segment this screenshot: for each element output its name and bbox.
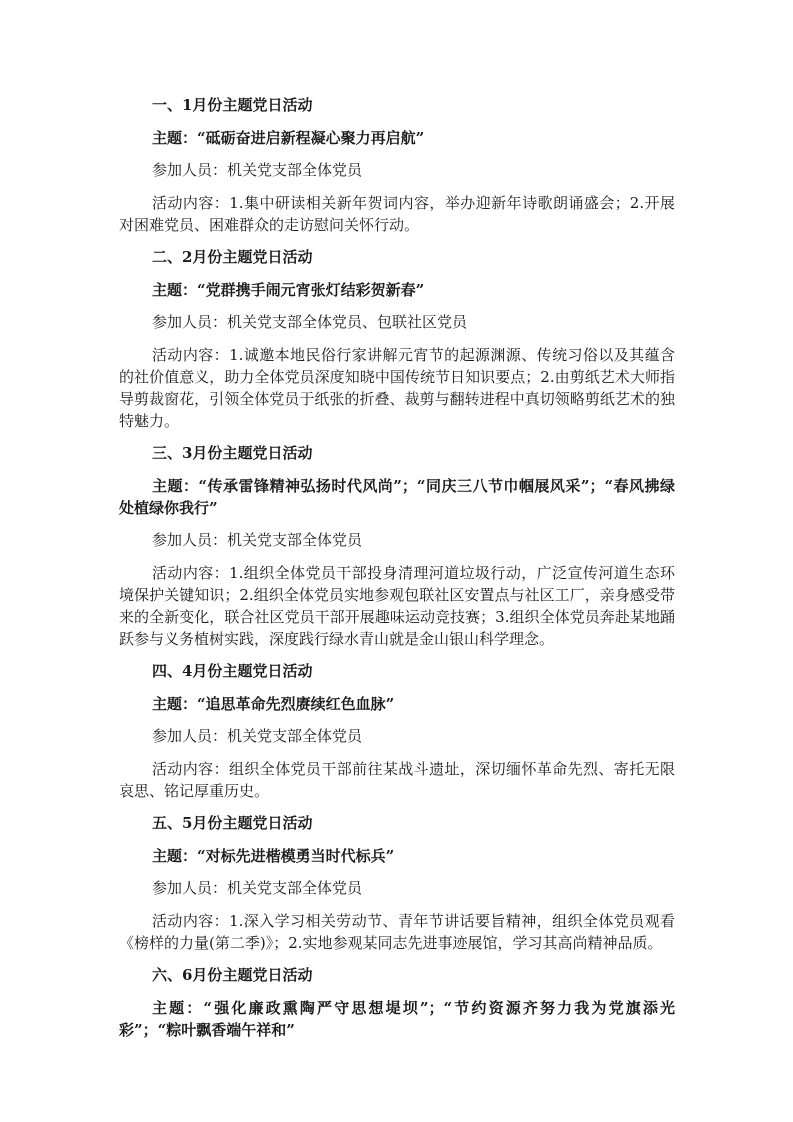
section-january: [119, 94, 675, 236]
section-heading: 六、6月份主题党日活动: [152, 966, 313, 984]
section-heading: 三、3月份主题党日活动: [152, 444, 313, 462]
section-theme: 主题：“传承雷锋精神弘扬时代风尚”；“同庆三八节巾帼展风采”；“春风拂绿处植绿你我行”: [119, 477, 675, 517]
section-content: 活动内容：1.集中研读相关新年贺词内容，举办迎新年诗歌朗诵盛会；2.开展对困难党员、困难群众的走访慰问关怀行动。: [119, 194, 675, 234]
section-june: [119, 964, 675, 1041]
section-participants: 参加人员：机关党支部全体党员: [152, 727, 363, 745]
document-page: [119, 94, 675, 1051]
section-february: [119, 246, 675, 432]
section-heading: 五、5月份主题党日活动: [152, 814, 313, 832]
section-march: [119, 442, 675, 650]
section-heading: 二、2月份主题党日活动: [152, 248, 313, 266]
section-heading: 四、4月份主题党日活动: [152, 662, 313, 680]
section-participants: 参加人员：机关党支部全体党员: [152, 161, 363, 179]
section-may: [119, 812, 675, 954]
section-content: 活动内容：1.诚邀本地民俗行家讲解元宵节的起源渊源、传统习俗以及其蕴含的社价值意义，助力全体党员深度知晓中国传统节日知识要点；2.由剪纸艺术大师指导剪裁窗花，引领全体党员于纸张的折叠、裁剪与翻转进程中真切领略剪纸艺术的独特魅力。: [119, 346, 675, 430]
section-theme: 主题：“砥砺奋进启新程凝心聚力再启航”: [152, 129, 425, 147]
section-heading: 一、1月份主题党日活动: [152, 96, 313, 114]
section-content: 活动内容：1.深入学习相关劳动节、青年节讲话要旨精神，组织全体党员观看《榜样的力量(第二季)》；2.实地参观某同志先进事迹展馆，学习其高尚精神品质。: [119, 912, 675, 952]
section-april: [119, 660, 675, 802]
section-participants: 参加人员：机关党支部全体党员: [152, 879, 363, 897]
section-theme: 主题：“强化廉政熏陶严守思想堤坝”；“节约资源齐努力我为党旗添光彩”；“粽叶飘香端午祥和”: [119, 999, 675, 1039]
section-content: 活动内容：组织全体党员干部前往某战斗遗址，深切缅怀革命先烈、寄托无限哀思、铭记厚重历史。: [119, 760, 675, 800]
section-participants: 参加人员：机关党支部全体党员、包联社区党员: [152, 313, 468, 331]
section-participants: 参加人员：机关党支部全体党员: [152, 531, 363, 549]
section-theme: 主题：“党群携手闹元宵张灯结彩贺新春”: [152, 281, 425, 299]
section-content: 活动内容：1.组织全体党员干部投身清理河道垃圾行动，广泛宣传河道生态环境保护关键知识；2.组织全体党员实地参观包联社区安置点与社区工厂，亲身感受带来的全新变化，联合社区党员干部开展趣味运动竞技赛；3.组织全体党员奔赴某地踊跃参与义务植树实践，深度践行绿水青山就是金山银山科学理念。: [119, 564, 675, 648]
section-theme: 主题：“追思革命先烈赓续红色血脉”: [152, 695, 395, 713]
section-theme: 主题：“对标先进楷模勇当时代标兵”: [152, 847, 395, 865]
